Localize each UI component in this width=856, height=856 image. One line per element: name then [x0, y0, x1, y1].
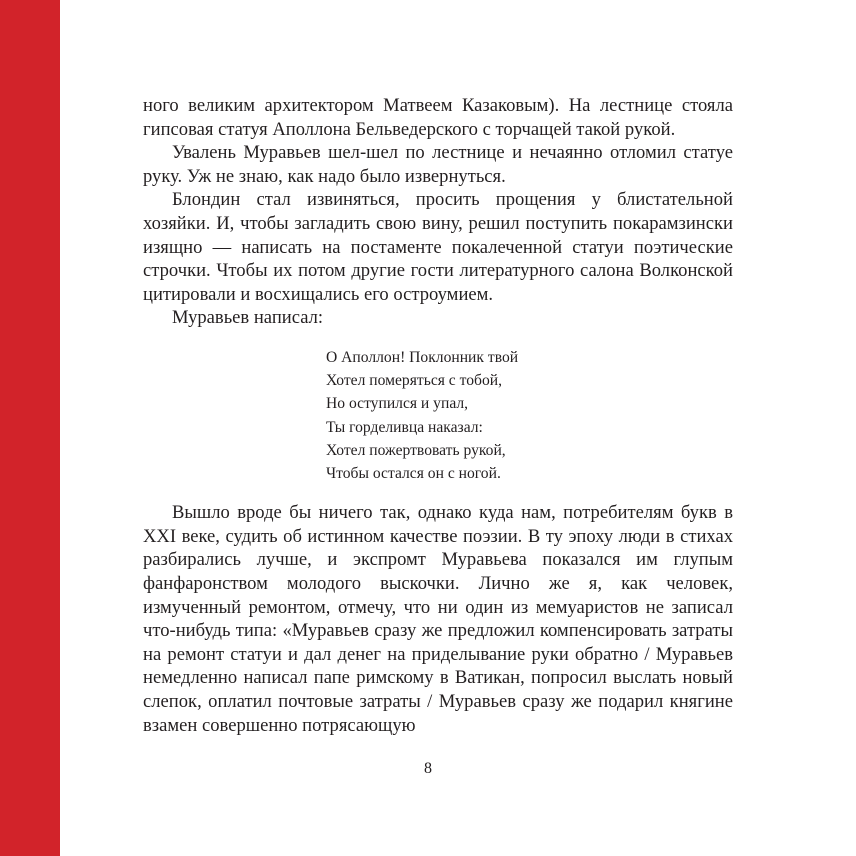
paragraph-continued: ного великим архитектором Матвеем Казаковым). На лестнице стояла гипсовая статуя Аполлона Бельведерского с торчащей такой рукой.: [143, 95, 733, 140]
poem-line: Ты горделивца наказал:: [326, 418, 483, 436]
page-text: [143, 94, 733, 737]
paragraph: Вышло вроде бы ничего так, однако куда нам, потребителям букв в XXI веке, судить об истинном качестве поэзии. В ту эпоху люди в стихах разбирались лучше, и экспромт Муравьева показался им глупым фанфаронством молодого выскочки. Лично же я, как человек, измученный ремонтом, отмечу, что ни один из мемуаристов не записал что-нибудь типа: «Муравьев сразу же предложил компенсировать затраты на ремонт статуи и дал денег на приделывание руки обратно / Муравьев немедленно написал папе римскому в Ватикан, попросил выслать новый слепок, оплатил почтовые затраты / Муравьев сразу же подарил княгине взамен совершенно потрясающую: [143, 502, 733, 736]
poem-line: Но оступился и упал,: [326, 395, 469, 413]
prose-top: [143, 94, 733, 330]
prose-bottom: [143, 501, 733, 737]
poem-line: Хотел пожертвовать рукой,: [326, 441, 506, 459]
paragraph: Муравьев написал:: [172, 307, 324, 329]
page-number: 8: [424, 760, 432, 777]
paragraph: Увалень Муравьев шел-шел по лестнице и нечаянно отломил статуе руку. Уж не знаю, как надо было извернуться.: [143, 142, 733, 187]
paragraph: Блондин стал извиняться, просить прощения у блистательной хозяйки. И, чтобы загладить свою вину, решил поступить покарамзински изящно — написать на постаменте покалеченной статуи поэтические строчки. Чтобы их потом другие гости литературного салона Волконской цитировали и восхищались его остроумием.: [143, 189, 733, 305]
red-side-bar: [0, 0, 60, 856]
poem-line: Хотел померяться с тобой,: [326, 372, 503, 390]
poem-line: Чтобы остался он с ногой.: [326, 464, 501, 482]
poem-line: О Аполлон! Поклонник твой: [326, 348, 519, 366]
poem: [326, 346, 733, 485]
